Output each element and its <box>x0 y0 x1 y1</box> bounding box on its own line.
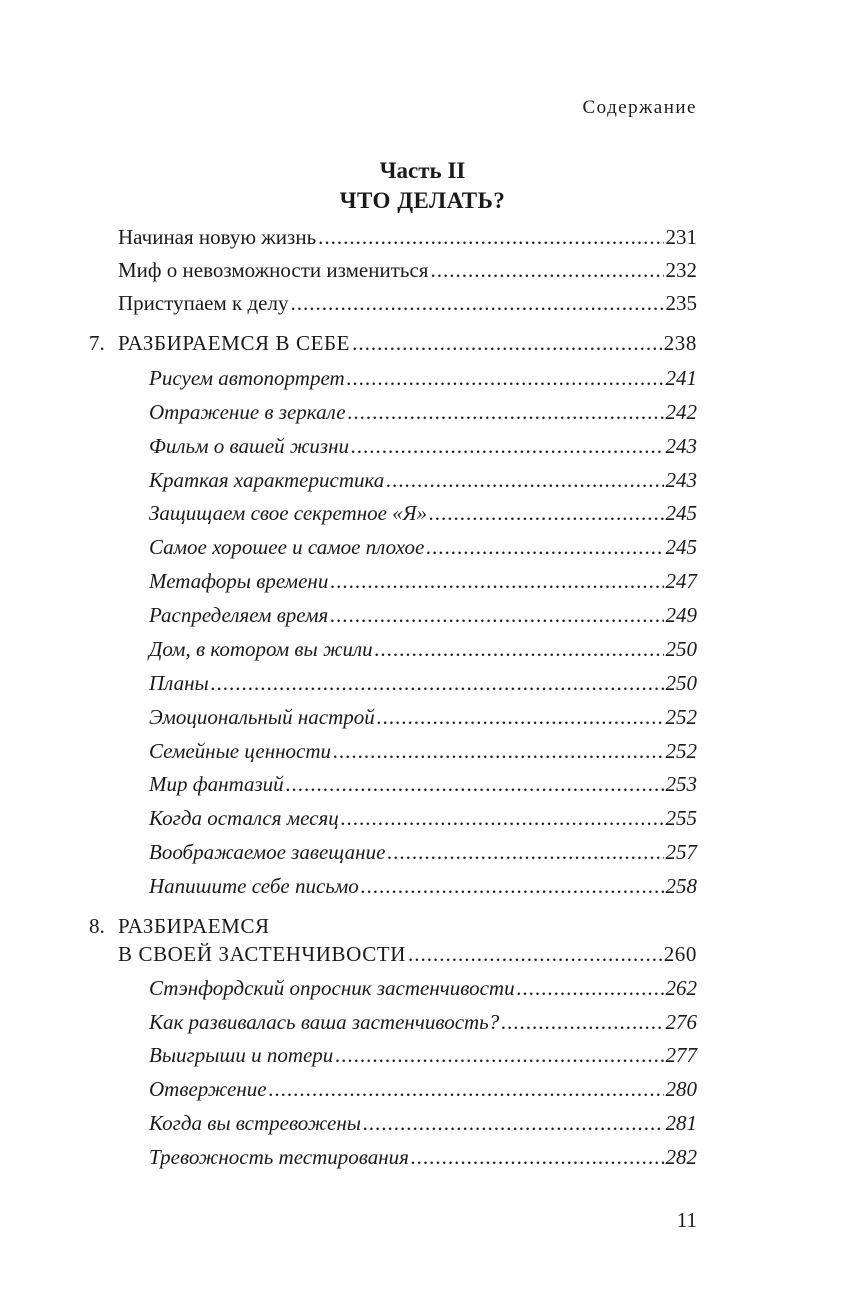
toc-leader-dots <box>517 973 664 1003</box>
toc-subentry-page: 252 <box>665 705 697 729</box>
toc-subentry-page: 252 <box>665 739 697 763</box>
part-label: Часть II <box>379 158 466 183</box>
toc-subentry-page: 245 <box>665 501 697 525</box>
toc-subentry-title: Распределяем время <box>149 603 329 627</box>
page-number: 11 <box>676 1208 697 1232</box>
toc-subentry[interactable] <box>149 803 697 833</box>
toc-subentry-title: Отвержение <box>149 1077 267 1101</box>
toc-subentry-page: 257 <box>665 840 697 864</box>
toc-subentry-page: 277 <box>665 1043 697 1067</box>
toc-subentry-title: Семейные ценности <box>149 739 332 763</box>
toc-subentry[interactable] <box>149 532 697 562</box>
toc-subentry-page: 245 <box>665 535 697 559</box>
chapter-8-page: 260 <box>663 942 697 966</box>
toc-leader-dots <box>377 702 664 732</box>
chapter-8-title-line2: В СВОЕЙ ЗАСТЕНЧИВОСТИ <box>118 942 406 966</box>
toc-subentry-title: Напишите себе письмо <box>149 874 359 898</box>
toc-subentry-title: Выигрыши и потери <box>149 1043 334 1067</box>
toc-leader-dots <box>352 328 662 358</box>
toc-subentry[interactable] <box>149 1108 697 1138</box>
toc-subentry-page: 249 <box>665 603 697 627</box>
toc-entry-page: 235 <box>665 291 697 315</box>
toc-leader-dots <box>286 769 664 799</box>
toc-entry-title: Начиная новую жизнь <box>118 225 317 249</box>
chapter-8-entry[interactable] <box>118 939 697 969</box>
toc-subentry[interactable] <box>149 397 697 427</box>
toc-subentry-page: 253 <box>665 772 697 796</box>
toc-subentry-page: 242 <box>665 400 697 424</box>
toc-leader-dots <box>426 532 663 562</box>
toc-subentry-title: Когда вы встревожены <box>149 1111 361 1135</box>
toc-subentry-page: 241 <box>665 366 697 390</box>
chapter-7-title: РАЗБИРАЕМСЯ В СЕБЕ <box>118 331 351 355</box>
toc-subentry[interactable] <box>149 465 697 495</box>
toc-leader-dots <box>351 431 663 461</box>
toc-subentry-page: 280 <box>665 1077 697 1101</box>
toc-leader-dots <box>347 363 664 393</box>
toc-subentry-title: Метафоры времени <box>149 569 329 593</box>
toc-leader-dots <box>501 1007 663 1037</box>
toc-leader-dots <box>330 566 663 596</box>
toc-subentry-page: 282 <box>665 1145 697 1169</box>
chapter-8-title-line1: РАЗБИРАЕМСЯ <box>118 914 270 938</box>
toc-subentry[interactable] <box>149 1040 697 1070</box>
chapter-8-number: 8. <box>89 914 105 938</box>
toc-subentry-page: 262 <box>665 976 697 1000</box>
toc-subentry-title: Планы <box>149 671 209 695</box>
toc-subentry-page: 243 <box>665 468 697 492</box>
toc-subentry[interactable] <box>149 668 697 698</box>
toc-leader-dots <box>429 498 664 528</box>
toc-subentry-title: Рисуем автопортрет <box>149 366 345 390</box>
toc-subentry[interactable] <box>149 973 697 1003</box>
toc-subentry-page: 247 <box>665 569 697 593</box>
toc-subentry[interactable] <box>149 769 697 799</box>
toc-subentry[interactable] <box>149 566 697 596</box>
toc-leader-dots <box>408 939 662 969</box>
toc-subentry-page: 258 <box>665 874 697 898</box>
toc-subentry-page: 276 <box>665 1010 697 1034</box>
toc-subentry[interactable] <box>149 498 697 528</box>
toc-leader-dots <box>330 600 663 630</box>
toc-entry-page: 231 <box>665 225 697 249</box>
toc-entry-title: Приступаем к делу <box>118 291 289 315</box>
toc-subentry-title: Тревожность тестирования <box>149 1145 409 1169</box>
toc-subentry[interactable] <box>149 871 697 901</box>
chapter-7-number: 7. <box>89 331 105 355</box>
toc-subentry-title: Стэнфордский опросник застенчивости <box>149 976 515 1000</box>
running-head: Содержание <box>582 97 697 118</box>
toc-leader-dots <box>333 736 663 766</box>
toc-entry-title: Миф о невозможности измениться <box>118 258 429 282</box>
toc-subentry-title: Когда остался месяц <box>149 806 339 830</box>
toc-subentry[interactable] <box>149 837 697 867</box>
chapter-7-entry[interactable] <box>118 328 697 358</box>
toc-subentry[interactable] <box>149 431 697 461</box>
toc-subentry-title: Защищаем свое секретное «Я» <box>149 501 427 525</box>
toc-subentry-title: Воображаемое завещание <box>149 840 386 864</box>
toc-leader-dots <box>430 255 663 285</box>
toc-subentry[interactable] <box>149 1074 697 1104</box>
toc-subentry-title: Мир фантазий <box>149 772 284 796</box>
toc-subentry-page: 250 <box>665 671 697 695</box>
toc-leader-dots <box>335 1040 663 1070</box>
toc-entry[interactable] <box>118 222 697 252</box>
toc-subentry-page: 250 <box>665 637 697 661</box>
toc-subentry-page: 281 <box>665 1111 697 1135</box>
chapter-7-page: 238 <box>663 331 697 355</box>
toc-leader-dots <box>387 837 663 867</box>
toc-leader-dots <box>341 803 664 833</box>
toc-leader-dots <box>211 668 664 698</box>
toc-subentry-page: 243 <box>665 434 697 458</box>
toc-entry-page: 232 <box>665 258 697 282</box>
toc-leader-dots <box>361 871 664 901</box>
toc-subentry-page: 255 <box>665 806 697 830</box>
toc-subentry[interactable] <box>149 600 697 630</box>
toc-subentry[interactable] <box>149 363 697 393</box>
toc-leader-dots <box>318 222 663 252</box>
toc-subentry[interactable] <box>149 702 697 732</box>
toc-subentry-title: Самое хорошее и самое плохое <box>149 535 425 559</box>
toc-subentry[interactable] <box>149 634 697 664</box>
toc-subentry-title: Фильм о вашей жизни <box>149 434 350 458</box>
toc-leader-dots <box>375 634 664 664</box>
toc-subentry-title: Краткая характеристика <box>149 468 385 492</box>
toc-subentry[interactable] <box>149 1007 697 1037</box>
toc-leader-dots <box>290 288 663 318</box>
part-title: ЧТО ДЕЛАТЬ? <box>339 188 506 213</box>
toc-leader-dots <box>411 1142 664 1172</box>
toc-subentry-title: Отражение в зеркале <box>149 400 346 424</box>
toc-entry[interactable] <box>118 255 697 285</box>
toc-leader-dots <box>363 1108 664 1138</box>
toc-leader-dots <box>386 465 663 495</box>
toc-leader-dots <box>269 1074 664 1104</box>
toc-subentry-title: Как развивалась ваша застенчивость? <box>149 1010 500 1034</box>
toc-leader-dots <box>348 397 664 427</box>
toc-subentry[interactable] <box>149 1142 697 1172</box>
toc-subentry[interactable] <box>149 736 697 766</box>
toc-subentry-title: Дом, в котором вы жили <box>149 637 373 661</box>
toc-entry[interactable] <box>118 288 697 318</box>
toc-subentry-title: Эмоциональный настрой <box>149 705 375 729</box>
